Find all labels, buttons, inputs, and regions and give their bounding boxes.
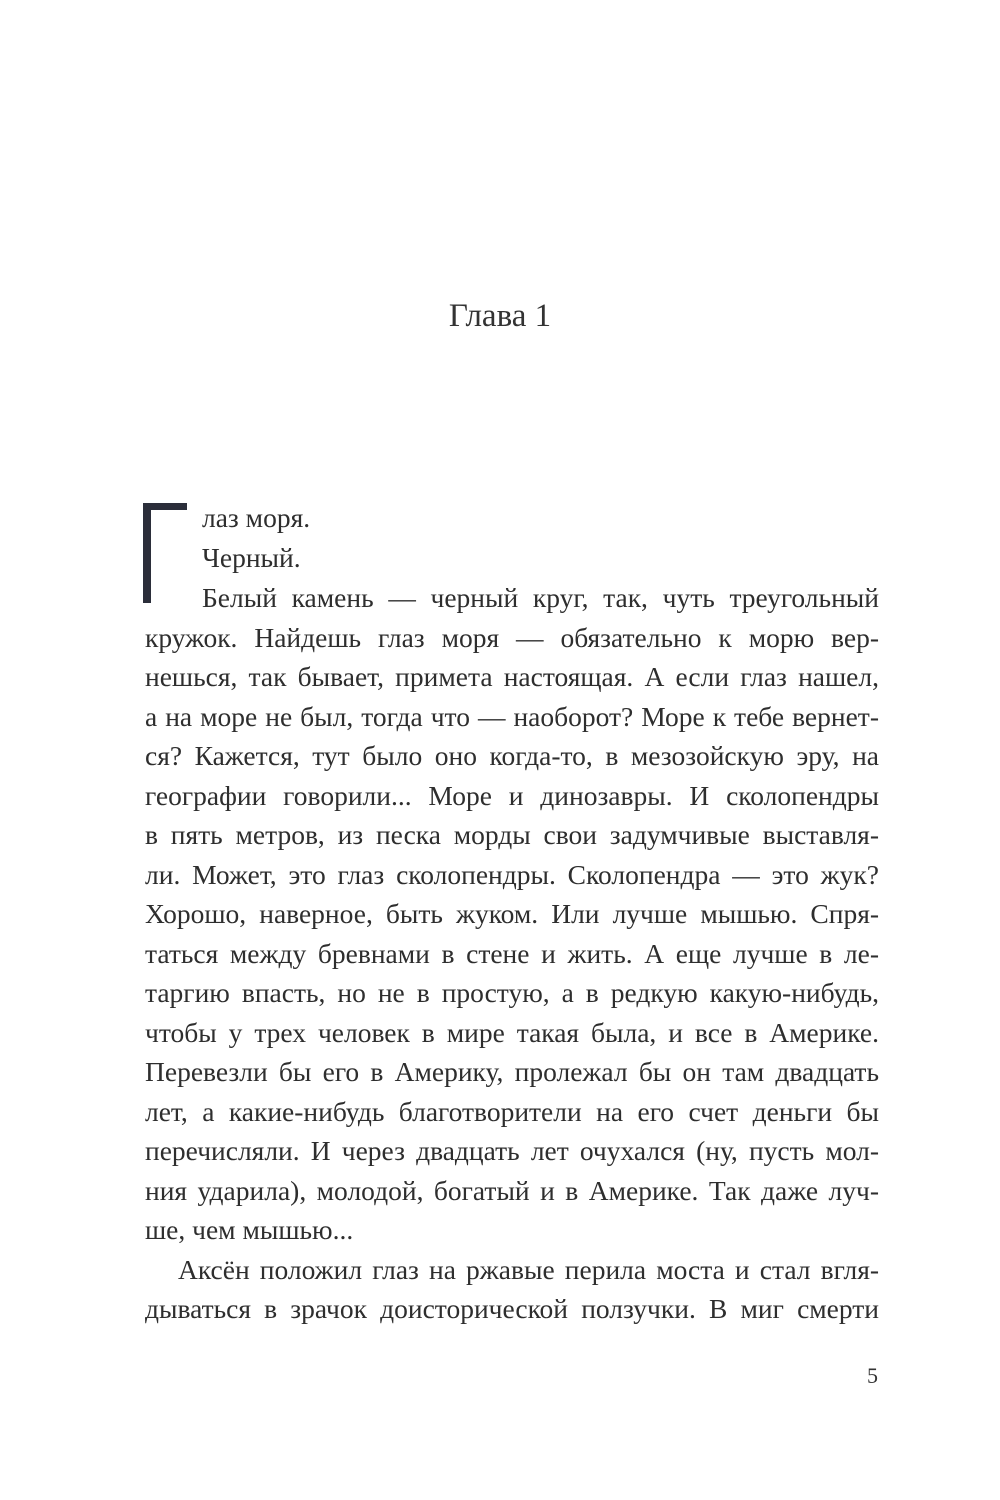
text-line: в пять метров, из песка морды свои задумчивые выставля- [145, 819, 879, 850]
text-line: перечисляли. И через двадцать лет очухался (ну, пусть мол- [145, 1135, 879, 1166]
text-line: Черный. [202, 542, 301, 573]
text-line: лаз моря. [202, 502, 311, 533]
chapter-title: Глава 1 [448, 298, 552, 334]
page-number: 5 [867, 1363, 878, 1388]
text-line: таргию впасть, но не в простую, а в редкую какую-нибудь, [145, 977, 879, 1008]
text-line: нешься, так бывает, примета настоящая. А если глаз нашел, [145, 661, 879, 692]
text-line: ли. Может, это глаз сколопендры. Сколопендра — это жук? [145, 859, 879, 890]
text-line: чтобы у трех человек в мире такая была, и все в Америке. [145, 1017, 879, 1048]
text-line: географии говорили... Море и динозавры. И сколопендры [145, 780, 879, 811]
text-line: таться между бревнами в стене и жить. А еще лучше в ле- [145, 938, 879, 969]
drop-cap [143, 503, 187, 603]
text-line: Хорошо, наверное, быть жуком. Или лучше мышью. Спря- [145, 898, 879, 929]
text-line: ся? Кажется, тут было оно когда-то, в мезозойскую эру, на [145, 740, 879, 771]
text-line: кружок. Найдешь глаз моря — обязательно к морю вер- [145, 622, 879, 653]
drop-cap-stem [143, 503, 151, 603]
text-line: Аксён положил глаз на ржавые перила моста и стал вгля- [178, 1254, 879, 1285]
drop-cap-bar [143, 503, 187, 510]
text-line: лет, а какие-нибудь благотворители на его счет деньги бы [145, 1096, 879, 1127]
text-line: ния ударила), молодой, богатый и в Америке. Так даже луч- [145, 1175, 879, 1206]
text-line: Перевезли бы его в Америку, пролежал бы он там двадцать [145, 1056, 879, 1087]
text-line: а на море не был, тогда что — наоборот? Море к тебе вернет- [145, 701, 879, 732]
text-line: ше, чем мышью... [145, 1214, 354, 1245]
text-line: дываться в зрачок доисторической ползучки. В миг смерти [145, 1293, 879, 1324]
text-line: Белый камень — черный круг, так, чуть треугольный [202, 582, 879, 613]
